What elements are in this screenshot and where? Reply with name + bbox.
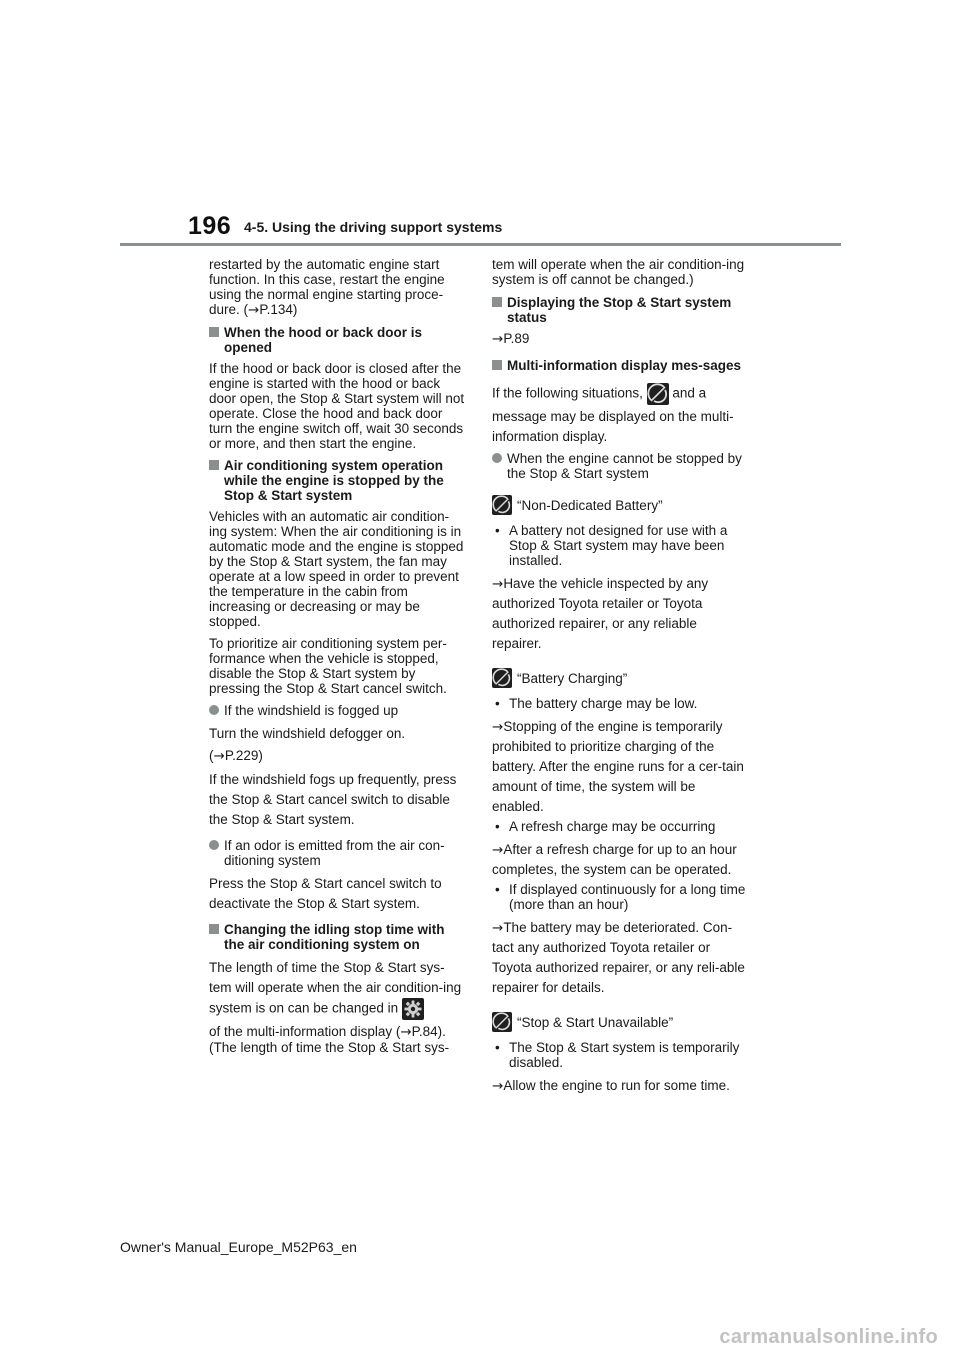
section-heading: Multi-information display mes-sages [492,358,750,373]
settings-gear-icon [402,998,424,1020]
paragraph: →After a refresh charge for up to an hour completes, the system can be operated. [492,842,737,877]
circle-bullet-item: If the windshield is fogged up [209,703,467,718]
paragraph: message may be displayed on the multi-information display. [492,409,734,444]
page-ref-link[interactable]: P.84). [411,1024,446,1039]
arrow-icon: → [492,1078,504,1094]
arrow-icon: → [492,576,504,592]
sub-bullet-item: • A battery not designed for use with a Stop & Start system may have been installed. [495,523,728,568]
circle-bullet-icon [209,840,219,850]
display-message: “Battery Charging” [492,668,750,688]
watermark: carmanualsonline.info [719,1326,938,1348]
arrow-icon: → [492,842,504,858]
paragraph: →Have the vehicle inspected by any authorized Toyota retailer or Toyota authorized repairer, or any reliable repairer. [492,576,709,651]
circle-bullet-icon [209,705,219,715]
stop-start-indicator-icon [492,495,512,515]
section-title: 4-5. Using the driving support systems [244,219,503,235]
display-message: “Non-Dedicated Battery” [492,495,750,515]
square-bullet-icon [209,327,219,337]
stop-start-indicator-icon [492,1012,512,1032]
circle-bullet-item: If an odor is emitted from the air con-ditioning system [209,838,467,868]
page-footer: Owner's Manual_Europe_M52P63_en [120,1239,357,1255]
sub-bullet-item: • If displayed continuously for a long time (more than an hour) [495,882,746,912]
paragraph: To prioritize air conditioning system per-formance when the vehicle is stopped, disable the Stop & Start system by pressing the Stop & Start cancel switch. [209,636,447,696]
stop-start-indicator-icon [492,668,512,688]
sub-bullet-item: • The battery charge may be low. [495,696,698,711]
arrow-icon: → [248,302,260,318]
section-heading: Air conditioning system operation while the engine is stopped by the Stop & Start system [209,458,467,503]
paragraph: →Allow the engine to run for some time. [492,1078,730,1094]
circle-bullet-item: When the engine cannot be stopped by the Stop & Start system [492,451,750,481]
square-bullet-icon [492,360,502,370]
square-bullet-icon [209,924,219,934]
paragraph: The length of time the Stop & Start sys-tem will operate when the air condition-ing system is on can be changed in [209,958,467,1020]
circle-bullet-icon [492,453,502,463]
paragraph: If the windshield fogs up frequently, press the Stop & Start cancel switch to disable the Stop & Start system. [209,772,457,827]
right-column [492,257,750,1098]
paragraph [492,331,750,347]
paragraph: If the following situations, and a [492,383,750,405]
section-heading: Displaying the Stop & Start system status [492,295,750,325]
paragraph: If the hood or back door is closed after the engine is started with the hood or back door open, the Stop & Start system will not operate. Close the hood and back door turn the engine switch off, wait 30 seconds or more, and then start the engine. [209,361,465,451]
page-header [0,0,960,250]
section-heading: Changing the idling stop time with the air conditioning system on [209,922,467,952]
paragraph: tem will operate when the air condition-ing system is off cannot be changed.) [492,257,745,287]
left-column [209,257,467,1062]
square-bullet-icon [209,460,219,470]
paragraph: of the multi-information display (→P.84). (The length of time the Stop & Start sys- [209,1024,450,1055]
arrow-icon: → [492,920,504,936]
stop-start-indicator-icon [647,383,669,405]
paragraph: →Stopping of the engine is temporarily prohibited to prioritize charging of the battery. After the engine runs for a cer-tain amount of time, the system will be enabled. [492,719,744,814]
arrow-icon: → [492,719,504,735]
page-ref-link[interactable]: P.89 [503,331,530,346]
paragraph: (→P.229) [209,748,263,764]
arrow-icon: → [213,748,225,764]
arrow-icon: → [400,1024,412,1040]
arrow-icon: → [492,331,504,347]
square-bullet-icon [492,297,502,307]
page-number: 196 [188,212,232,240]
sub-bullet-item: • A refresh charge may be occurring [495,819,716,834]
section-heading: When the hood or back door is opened [209,325,467,355]
paragraph: →The battery may be deteriorated. Con-tact any authorized Toyota retailer or Toyota authorized repairer, or any reli-able repairer for details. [492,920,745,995]
paragraph: Press the Stop & Start cancel switch to deactivate the Stop & Start system. [209,876,442,911]
display-message: “Stop & Start Unavailable” [492,1012,750,1032]
sub-bullet-item: • The Stop & Start system is temporarily disabled. [495,1040,740,1070]
page-ref-link[interactable]: P.134) [259,302,298,317]
header-rule [120,243,841,246]
paragraph: Vehicles with an automatic air condition-ing system: When the air conditioning is in automatic mode and the engine is stopped by the Stop & Start system, the fan may operate at a low speed in order to prevent the temperature in the cabin from increasing or decreasing or may be stopped. [209,509,464,629]
paragraph: restarted by the automatic engine start function. In this case, restart the engine using the normal engine starting proce-dure. (→P.134) [209,257,445,318]
page-ref-link[interactable]: P.229) [224,748,263,763]
paragraph: Turn the windshield defogger on. [209,726,406,741]
